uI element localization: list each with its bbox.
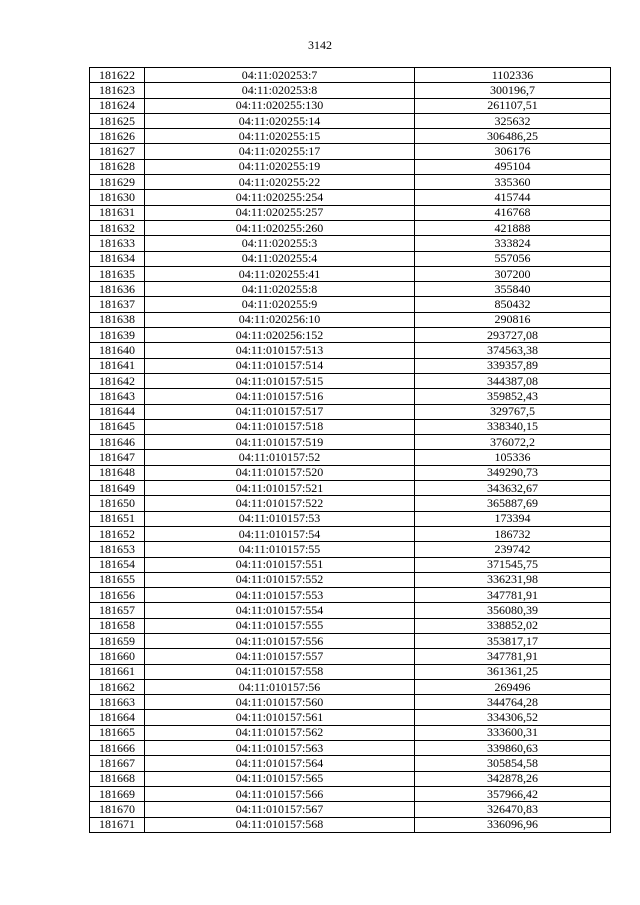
cadastral-number-cell: 04:11:010157:513 [145,343,415,358]
table-row [90,588,611,603]
table-row [90,328,611,343]
cadastral-number-cell: 04:11:010157:561 [145,710,415,725]
cadastral-value-cell: 343632,67 [415,481,611,496]
cadastral-value-cell: 336096,96 [415,817,611,832]
table-row [90,236,611,251]
cadastral-value-cell: 376072,2 [415,435,611,450]
table-row [90,603,611,618]
table-row [90,297,611,312]
cadastral-value-cell: 342878,26 [415,771,611,786]
cadastral-value-cell: 186732 [415,526,611,541]
cadastral-value-cell: 344387,08 [415,373,611,388]
cadastral-value-cell: 306486,25 [415,129,611,144]
cadastral-value-cell: 850432 [415,297,611,312]
table-row [90,786,611,801]
cadastral-number-cell: 04:11:010157:53 [145,511,415,526]
cadastral-number-cell: 04:11:020253:7 [145,68,415,83]
table-row [90,695,611,710]
table-row [90,710,611,725]
cadastral-value-cell: 415744 [415,190,611,205]
table-row [90,404,611,419]
cadastral-value-cell: 1102336 [415,68,611,83]
table-row [90,756,611,771]
row-number-cell: 181630 [90,190,145,205]
cadastral-number-cell: 04:11:020255:3 [145,236,415,251]
cadastral-number-cell: 04:11:010157:518 [145,419,415,434]
cadastral-number-cell: 04:11:020255:4 [145,251,415,266]
table-row [90,144,611,159]
row-number-cell: 181623 [90,83,145,98]
row-number-cell: 181638 [90,312,145,327]
cadastral-value-cell: 307200 [415,266,611,281]
cadastral-value-cell: 105336 [415,450,611,465]
row-number-cell: 181670 [90,802,145,817]
cadastral-value-cell: 344764,28 [415,695,611,710]
cadastral-number-cell: 04:11:020255:14 [145,113,415,128]
table-row [90,557,611,572]
table-row [90,664,611,679]
cadastral-number-cell: 04:11:020253:8 [145,83,415,98]
table-row [90,511,611,526]
row-number-cell: 181648 [90,465,145,480]
cadastral-number-cell: 04:11:020255:15 [145,129,415,144]
cadastral-number-cell: 04:11:010157:560 [145,695,415,710]
cadastral-value-cell: 338340,15 [415,419,611,434]
row-number-cell: 181631 [90,205,145,220]
cadastral-value-cell: 300196,7 [415,83,611,98]
table-row [90,741,611,756]
cadastral-number-cell: 04:11:010157:565 [145,771,415,786]
cadastral-value-cell: 334306,52 [415,710,611,725]
row-number-cell: 181622 [90,68,145,83]
cadastral-value-cell: 374563,38 [415,343,611,358]
table-row [90,618,611,633]
row-number-cell: 181658 [90,618,145,633]
row-number-cell: 181651 [90,511,145,526]
row-number-cell: 181628 [90,159,145,174]
cadastral-value-cell: 421888 [415,220,611,235]
row-number-cell: 181665 [90,725,145,740]
cadastral-number-cell: 04:11:020255:260 [145,220,415,235]
cadastral-value-cell: 305854,58 [415,756,611,771]
cadastral-number-cell: 04:11:010157:553 [145,588,415,603]
cadastral-number-cell: 04:11:020256:10 [145,312,415,327]
cadastral-number-cell: 04:11:010157:558 [145,664,415,679]
row-number-cell: 181649 [90,481,145,496]
row-number-cell: 181660 [90,649,145,664]
cadastral-number-cell: 04:11:010157:567 [145,802,415,817]
cadastral-value-cell: 357966,42 [415,786,611,801]
cadastral-number-cell: 04:11:010157:519 [145,435,415,450]
cadastral-value-cell: 333600,31 [415,725,611,740]
row-number-cell: 181657 [90,603,145,618]
table-row [90,679,611,694]
cadastral-value-cell: 329767,5 [415,404,611,419]
cadastral-number-cell: 04:11:010157:563 [145,741,415,756]
cadastral-number-cell: 04:11:020255:9 [145,297,415,312]
cadastral-value-cell: 290816 [415,312,611,327]
cadastral-value-cell: 356080,39 [415,603,611,618]
table-row [90,159,611,174]
table-row [90,282,611,297]
cadastral-value-cell: 306176 [415,144,611,159]
table-row [90,496,611,511]
cadastral-value-cell: 339860,63 [415,741,611,756]
table-row [90,481,611,496]
row-number-cell: 181671 [90,817,145,832]
cadastral-number-cell: 04:11:010157:52 [145,450,415,465]
table-row [90,129,611,144]
table-row [90,343,611,358]
row-number-cell: 181644 [90,404,145,419]
table-row [90,220,611,235]
cadastral-value-cell: 173394 [415,511,611,526]
row-number-cell: 181629 [90,175,145,190]
table-row [90,251,611,266]
cadastral-number-cell: 04:11:010157:566 [145,786,415,801]
row-number-cell: 181626 [90,129,145,144]
cadastral-number-cell: 04:11:010157:557 [145,649,415,664]
row-number-cell: 181666 [90,741,145,756]
table-row [90,649,611,664]
cadastral-value-cell: 293727,08 [415,328,611,343]
cadastral-value-cell: 347781,91 [415,649,611,664]
row-number-cell: 181669 [90,786,145,801]
table-row [90,190,611,205]
table-row [90,572,611,587]
row-number-cell: 181663 [90,695,145,710]
table-row [90,205,611,220]
cadastral-number-cell: 04:11:010157:520 [145,465,415,480]
row-number-cell: 181641 [90,358,145,373]
table-row [90,526,611,541]
row-number-cell: 181661 [90,664,145,679]
cadastral-value-cell: 339357,89 [415,358,611,373]
cadastral-value-cell: 261107,51 [415,98,611,113]
table-row [90,68,611,83]
cadastral-value-cell: 361361,25 [415,664,611,679]
cadastral-value-cell: 365887,69 [415,496,611,511]
cadastral-value-cell: 336231,98 [415,572,611,587]
table-row [90,725,611,740]
cadastral-value-cell: 349290,73 [415,465,611,480]
cadastral-value-cell: 335360 [415,175,611,190]
cadastral-number-cell: 04:11:020255:8 [145,282,415,297]
row-number-cell: 181633 [90,236,145,251]
cadastral-number-cell: 04:11:020255:254 [145,190,415,205]
row-number-cell: 181625 [90,113,145,128]
row-number-cell: 181667 [90,756,145,771]
table-row [90,465,611,480]
table-row [90,389,611,404]
cadastral-number-cell: 04:11:010157:516 [145,389,415,404]
cadastral-value-cell: 359852,43 [415,389,611,404]
table-row [90,419,611,434]
cadastral-value-cell: 355840 [415,282,611,297]
table-row [90,312,611,327]
row-number-cell: 181632 [90,220,145,235]
table-row [90,817,611,832]
row-number-cell: 181647 [90,450,145,465]
table-row [90,358,611,373]
cadastral-number-cell: 04:11:010157:56 [145,679,415,694]
cadastral-value-cell: 557056 [415,251,611,266]
cadastral-number-cell: 04:11:020255:19 [145,159,415,174]
cadastral-number-cell: 04:11:010157:562 [145,725,415,740]
row-number-cell: 181642 [90,373,145,388]
cadastral-value-table [89,67,611,833]
table-body [90,68,611,833]
cadastral-number-cell: 04:11:020256:152 [145,328,415,343]
cadastral-value-cell: 239742 [415,542,611,557]
cadastral-number-cell: 04:11:020255:17 [145,144,415,159]
cadastral-number-cell: 04:11:010157:517 [145,404,415,419]
cadastral-value-cell: 353817,17 [415,633,611,648]
cadastral-number-cell: 04:11:010157:514 [145,358,415,373]
row-number-cell: 181643 [90,389,145,404]
cadastral-number-cell: 04:11:020255:41 [145,266,415,281]
row-number-cell: 181646 [90,435,145,450]
row-number-cell: 181640 [90,343,145,358]
row-number-cell: 181653 [90,542,145,557]
row-number-cell: 181659 [90,633,145,648]
row-number-cell: 181636 [90,282,145,297]
table-row [90,266,611,281]
table-row [90,113,611,128]
row-number-cell: 181656 [90,588,145,603]
cadastral-value-cell: 347781,91 [415,588,611,603]
row-number-cell: 181635 [90,266,145,281]
table-row [90,542,611,557]
cadastral-number-cell: 04:11:010157:54 [145,526,415,541]
cadastral-number-cell: 04:11:010157:55 [145,542,415,557]
cadastral-value-cell: 326470,83 [415,802,611,817]
cadastral-number-cell: 04:11:010157:515 [145,373,415,388]
row-number-cell: 181637 [90,297,145,312]
page-number: 3142 [308,38,332,52]
table-row [90,83,611,98]
cadastral-value-cell: 371545,75 [415,557,611,572]
table-row [90,450,611,465]
cadastral-number-cell: 04:11:010157:551 [145,557,415,572]
row-number-cell: 181652 [90,526,145,541]
row-number-cell: 181650 [90,496,145,511]
row-number-cell: 181668 [90,771,145,786]
cadastral-number-cell: 04:11:010157:564 [145,756,415,771]
cadastral-number-cell: 04:11:010157:522 [145,496,415,511]
table-row [90,373,611,388]
row-number-cell: 181627 [90,144,145,159]
table-row [90,175,611,190]
row-number-cell: 181654 [90,557,145,572]
cadastral-number-cell: 04:11:010157:552 [145,572,415,587]
row-number-cell: 181645 [90,419,145,434]
cadastral-number-cell: 04:11:010157:556 [145,633,415,648]
row-number-cell: 181634 [90,251,145,266]
cadastral-value-cell: 325632 [415,113,611,128]
cadastral-number-cell: 04:11:010157:554 [145,603,415,618]
cadastral-number-cell: 04:11:020255:22 [145,175,415,190]
row-number-cell: 181662 [90,679,145,694]
cadastral-number-cell: 04:11:010157:568 [145,817,415,832]
cadastral-value-cell: 495104 [415,159,611,174]
row-number-cell: 181655 [90,572,145,587]
cadastral-value-cell: 333824 [415,236,611,251]
cadastral-number-cell: 04:11:020255:130 [145,98,415,113]
table-row [90,771,611,786]
row-number-cell: 181639 [90,328,145,343]
cadastral-value-cell: 338852,02 [415,618,611,633]
cadastral-number-cell: 04:11:010157:555 [145,618,415,633]
table-row [90,98,611,113]
cadastral-number-cell: 04:11:010157:521 [145,481,415,496]
cadastral-value-cell: 416768 [415,205,611,220]
cadastral-value-cell: 269496 [415,679,611,694]
table-row [90,435,611,450]
row-number-cell: 181624 [90,98,145,113]
row-number-cell: 181664 [90,710,145,725]
table-row [90,633,611,648]
cadastral-number-cell: 04:11:020255:257 [145,205,415,220]
table-row [90,802,611,817]
